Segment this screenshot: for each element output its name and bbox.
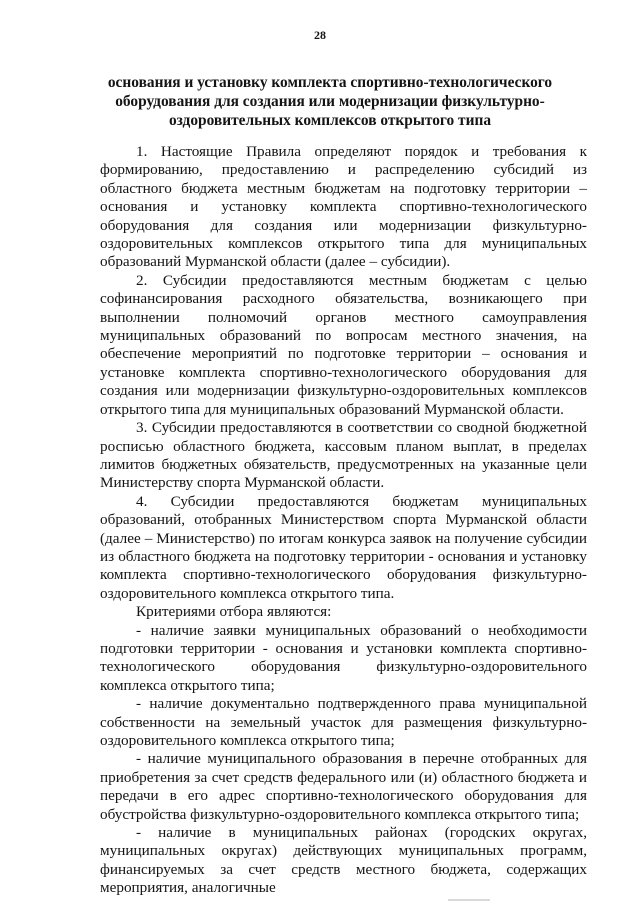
heading-line: основания и установку комплекта спортивно-технологического xyxy=(107,74,553,91)
criteria-item: - наличие заявки муниципальных образований о необходимости подготовки территории - основания и установки комплекта спортивно-технологического оборудования физкультурно-оздоровительного комплекса открытого типа; xyxy=(100,621,587,694)
heading-line: оборудования для создания или модернизации физкультурно- xyxy=(115,93,545,110)
criteria-intro: Критериями отбора являются: xyxy=(136,603,332,621)
paragraph-3: 3. Субсидии предоставляются в соответствии со сводной бюджетной росписью областного бюджета, кассовым планом выплат, в пределах лимитов бюджетных обязательств, предусмотренных на указанные цели Министерству спорта Мурманской области. xyxy=(100,419,587,492)
document-body xyxy=(100,143,587,898)
criteria-item: - наличие в муниципальных районах (городских округах, муниципальных округах) действующих муниципальных программ, финансируемых за счет средств местного бюджета, содержащих мероприятия, аналогичные xyxy=(100,824,587,897)
heading-line: оздоровительных комплексов открытого типа xyxy=(168,112,492,129)
paragraph-4: 4. Субсидии предоставляются бюджетам муниципальных образований, отобранных Министерством спорта Мурманской области (далее – Министерство) по итогам конкурса заявок на получение субсидии из областного бюджета на подготовку территории - основания и установку комплекта спортивно-технологического оборудования физкультурно-оздоровительного комплекса открытого типа. xyxy=(100,492,587,602)
section-heading xyxy=(100,73,560,130)
paragraph-2: 2. Субсидии предоставляются местным бюджетам с целью софинансирования расходного обязательства, возникающего при выполнении полномочий органов местного самоуправления муниципальных образований по вопросам местного значения, на обеспечение мероприятий по подготовке территории – основания и установке комплекта спортивно-технологического оборудования для создания или модернизации физкультурно-оздоровительных комплексов открытого типа для муниципальных образований Мурманской области. xyxy=(100,271,587,418)
page-number: 28 xyxy=(314,28,326,42)
paragraph-1: 1. Настоящие Правила определяют порядок и требования к формированию, предоставлению и распределению субсидий из областного бюджета местным бюджетам на подготовку территории – основания и установку комплекта спортивно-технологического оборудования для создания или модернизации физкультурно-оздоровительных комплексов открытого типа для муниципальных образований Мурманской области (далее – субсидии). xyxy=(100,143,587,271)
scan-artifact xyxy=(448,899,490,901)
criteria-item: - наличие муниципального образования в перечне отобранных для приобретения за счет средств федерального или (и) областного бюджета и передачи в его адрес спортивно-технологического оборудования для обустройства физкультурно-оздоровительного комплекса открытого типа; xyxy=(100,750,587,823)
criteria-item: - наличие документально подтвержденного права муниципальной собственности на земельный участок для размещения физкультурно-оздоровительного комплекса открытого типа; xyxy=(100,695,587,749)
